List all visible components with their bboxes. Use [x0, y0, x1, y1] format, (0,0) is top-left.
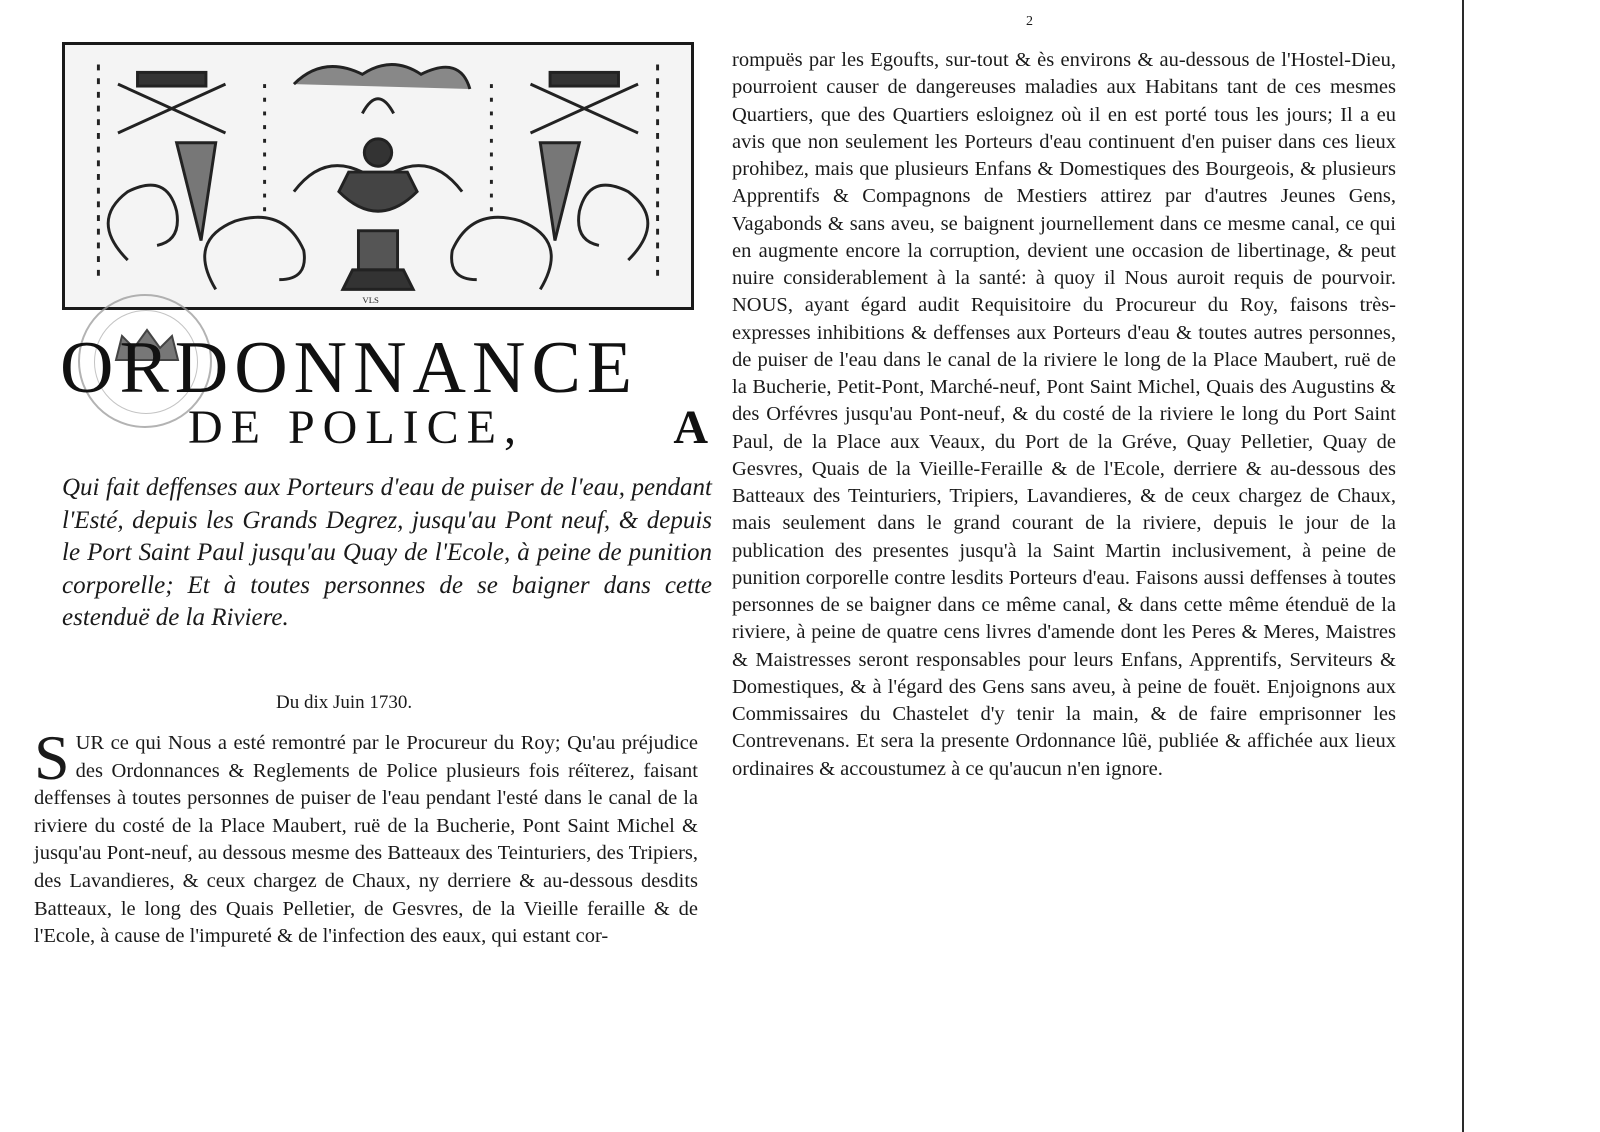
subtitle-letter: A: [673, 401, 708, 454]
decorative-headpiece-icon: [62, 42, 694, 310]
ordinance-date: Du dix Juin 1730.: [276, 692, 413, 713]
body-left-text: UR ce qui Nous a esté remontré par le Procureur du Roy; Qu'au préjudice des Ordonnances & Reglements de Police plusieurs fois réïterez, faisant deffenses à toutes personnes de puiser de l'eau pendant l'esté dans le canal de la riviere du costé de la Place Maubert, ruë de la Bucherie, Pont Saint Michel & jusqu'au Pont-neuf, au dessous mesme des Batteaux des Teinturiers, des Tripiers, des Lavandieres, & ceux chargez de Chaux, ny derriere & au-dessous desdits Batteaux, le long des Quais Pelletier, de Gesvres, de la Vieille feraille & de l'Ecole, à cause de l'impureté & de l'infection des eaux, qui estant cor-: [34, 732, 698, 948]
ordinance-summary: Qui fait deffenses aux Porteurs d'eau de puiser de l'eau, pendant l'Esté, depuis les Grands Degrez, jusqu'au Pont neuf, & depuis le Port Saint Paul jusqu'au Quay de l'Ecole, à peine de punition corporelle; Et à toutes personnes de se baigner dans cette estenduë de la Riviere.: [62, 474, 712, 631]
document-subtitle: [188, 400, 708, 456]
drop-cap: S: [34, 722, 70, 793]
subtitle-text: DE POLICE,: [188, 401, 524, 454]
left-page: [0, 0, 712, 1132]
document-title: ORDONNANCE: [60, 327, 638, 409]
ornament-signature: VLS: [362, 295, 379, 306]
body-text-left: [34, 722, 698, 951]
page-number: 2: [1026, 14, 1033, 29]
body-text-right: rompuës par les Egoufts, sur-tout & ès environs & au-dessous de l'Hostel-Dieu, pourroient causer de dangereuses maladies aux Habitans tant de ces mesmes Quartiers, que des Quartiers esloignez où il en est porté tous les jours; Il a eu avis que non seulement les Porteurs d'eau continuent d'en puiser dans ces lieux prohibez, mais que plusieurs Enfans & Domestiques des Bourgeois, & plusieurs Apprentifs & Compagnons de Mestiers attirez par d'autres Jeunes Gens, Vagabonds & sans aveu, se baignent journellement dans ce mesme canal, ce qui en augmente encore la corruption, devient une occasion de libertinage, & peut nuire considerablement à la santé: à quoy il Nous auroit requis de pourvoir. NOUS, ayant égard audit Requisitoire du Procureur du Roy, faisons très-expresses inhibitions & deffenses aux Porteurs d'eau & toutes autres personnes, de puiser de l'eau dans le canal de la riviere le long de la Place Maubert, ruë de la Bucherie, Petit-Pont, Marché-neuf, Pont Saint Michel, Quais des Augustins & des Orfévres jusqu'au Pont-neuf, & du costé de la riviere le long du Port Saint Paul, de la Place aux Veaux, du Port de la Gréve, Quay Pelletier, Quay de Gesvres, Quais de la Vieille-Feraille & de l'Ecole, derriere & au-dessous des Batteaux des Teinturiers, Tripiers, Lavandieres, & de ceux chargez de Chaux, mais seulement dans le grand courant de la riviere, depuis le jour de la publication des presentes jusqu'à la Saint Martin inclusivement, à peine de punition corporelle contre lesdits Porteurs d'eau. Faisons aussi deffenses à toutes personnes de se baigner dans ce même canal, & dans cette même étenduë de la riviere, à peine de quatre cens livres d'amende dont les Peres & Meres, Maistres & Maistresses seront responsables pour leurs Enfans, Apprentifs, Serviteurs & Domestiques, & à l'égard des Gens sans aveu, à peine de fouët. Enjoignons aux Commissaires du Chastelet d'y tenir la main, & de faire emprisonner les Contrevenans. Et sera la presente Ordonnance lûë, publiée & affichée aux lieux ordinaires & accoustumez à ce qu'aucun n'en ignore.: [732, 49, 1396, 780]
page-edge-divider: [1462, 0, 1464, 1132]
